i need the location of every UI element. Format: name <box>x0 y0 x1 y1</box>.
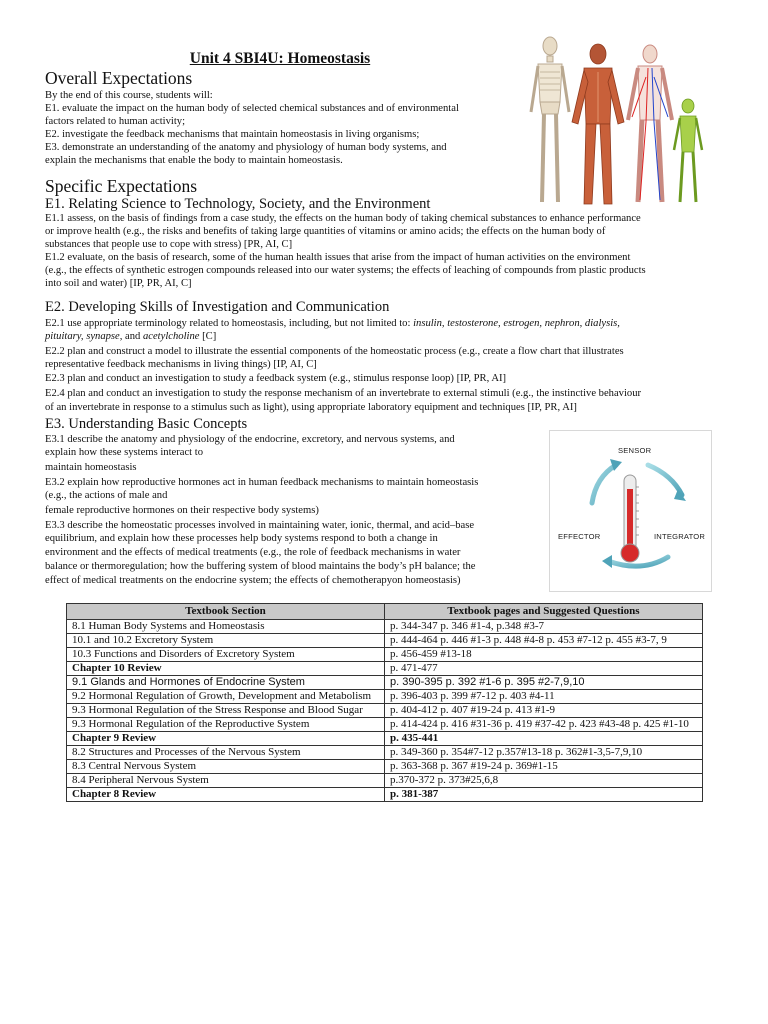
e1-1-line: substances that people use to cope with stress) [PR, AI, C] <box>45 239 293 250</box>
e3-3-line: environment and the effects of medical treatments (e.g., the role of feedback mechanisms in water <box>45 547 461 558</box>
table-row <box>67 746 703 760</box>
section-cell: Chapter 10 Review <box>67 662 385 676</box>
overall-e3-cont: explain the mechanisms that enable the body to maintain homeostasis. <box>45 155 343 166</box>
arrow-integrator-to-effector <box>608 557 668 566</box>
overall-e2: E2. investigate the feedback mechanisms that maintain homeostasis in living organisms; <box>45 129 420 140</box>
arrow-sensor-to-integrator <box>648 465 682 495</box>
page-title: Unit 4 SBI4U: Homeostasis <box>189 50 371 67</box>
e3-3-line: equilibrium, and explain how these processes help body systems respond to both a change in <box>45 533 438 544</box>
e1-2-line: E1.2 evaluate, on the basis of research, some of the human health issues that arise from the impact of human activities on the environment <box>45 252 631 263</box>
table-row <box>67 634 703 648</box>
nervous-figure <box>674 99 702 202</box>
e2-1-end: [C] <box>199 331 217 342</box>
e3-1-line: maintain homeostasis <box>45 462 137 473</box>
overall-e1: E1. evaluate the impact on the human body of selected chemical substances and of environmental <box>45 103 459 114</box>
table-row <box>67 788 703 802</box>
pages-cell: p. 435-441 <box>385 732 703 746</box>
pages-cell: p. 444-464 p. 446 #1-3 p. 448 #4-8 p. 453 #7-12 p. 455 #3-7, 9 <box>385 634 703 648</box>
e2-1-and: and <box>122 331 143 342</box>
section-cell: 9.2 Hormonal Regulation of Growth, Development and Metabolism <box>67 690 385 704</box>
section-cell: 10.1 and 10.2 Excretory System <box>67 634 385 648</box>
table-row <box>67 690 703 704</box>
arrowhead <box>602 555 612 568</box>
pages-cell: p.370-372 p. 373#25,6,8 <box>385 774 703 788</box>
e3-3-line: E3.3 describe the homeostatic processes involved in maintaining water, ionic, thermal, and acid–base <box>45 520 475 531</box>
section-cell: 9.3 Hormonal Regulation of the Reproductive System <box>67 718 385 732</box>
e2-2-line: representative feedback mechanisms in living things) [IP, AI, C] <box>45 359 317 370</box>
table-row <box>67 774 703 788</box>
pages-cell: p. 396-403 p. 399 #7-12 p. 403 #4-11 <box>385 690 703 704</box>
e1-heading: E1. Relating Science to Technology, Society, and the Environment <box>45 196 431 212</box>
skeleton-figure <box>531 37 569 202</box>
e2-1-text: E2.1 use appropriate terminology related to homeostasis, including, but not limited to: <box>45 318 414 329</box>
muscle-figure <box>572 44 624 204</box>
e3-2-line: (e.g., the actions of male and <box>45 490 168 501</box>
sensor-label: SENSOR <box>618 446 652 455</box>
pages-cell: p. 381-387 <box>385 788 703 802</box>
e3-3-line: effect of medical treatments on the endocrine system; the effects of chemotherapyon homeostasis) <box>45 575 461 586</box>
table-row <box>67 662 703 676</box>
e2-1-terms: insulin, testosterone, estrogen, nephron, dialysis, <box>413 318 620 329</box>
feedback-loop-diagram <box>549 430 712 592</box>
human-body-systems-illustration <box>528 32 733 212</box>
e2-1-line <box>45 318 620 331</box>
table-header-row <box>67 604 703 620</box>
e2-1-terms: pituitary, synapse, <box>45 331 123 342</box>
pages-cell: p. 390-395 p. 392 #1-6 p. 395 #2-7,9,10 <box>385 676 703 690</box>
e1-1-line: or improve health (e.g., the risks and benefits of taking large quantities of vitamins or amino acids; the effects on the human body of <box>45 226 606 237</box>
section-cell: 10.3 Functions and Disorders of Excretory System <box>67 648 385 662</box>
section-cell: 8.4 Peripheral Nervous System <box>67 774 385 788</box>
overall-intro: By the end of this course, students will: <box>45 90 213 101</box>
feedback-loop-graphic <box>550 431 711 591</box>
pages-cell: p. 414-424 p. 416 #31-36 p. 419 #37-42 p. 423 #43-48 p. 425 #1-10 <box>385 718 703 732</box>
e3-2-line: E3.2 explain how reproductive hormones act in human feedback mechanisms to maintain homeostasis <box>45 477 479 488</box>
arrow-effector-to-sensor <box>592 465 616 503</box>
pages-cell: p. 456-459 #13-18 <box>385 648 703 662</box>
e1-2-line: (e.g., the effects of synthetic estrogen compounds released into our water systems; the effects of leaching of compounds from plastic products <box>45 265 646 276</box>
e2-heading: E2. Developing Skills of Investigation and Communication <box>45 299 390 315</box>
table-row <box>67 620 703 634</box>
table-row <box>67 760 703 774</box>
e2-3-line: E2.3 plan and conduct an investigation to study a feedback system (e.g., stimulus response loop) [IP, PR, AI] <box>45 373 507 384</box>
overall-e3: E3. demonstrate an understanding of the anatomy and physiology of human body systems, and <box>45 142 447 153</box>
overall-e1-cont: factors related to human activity; <box>45 116 186 127</box>
specific-expectations-heading: Specific Expectations <box>45 176 198 196</box>
overall-expectations-heading: Overall Expectations <box>45 68 193 88</box>
e3-1-line: explain how these systems interact to <box>45 447 203 458</box>
section-cell: 8.3 Central Nervous System <box>67 760 385 774</box>
table-row <box>67 648 703 662</box>
e2-4-line: of an invertebrate in response to a stimulus such as light), using appropriate laboratory equipment and techniques [IP, PR, AI] <box>45 402 577 413</box>
section-cell: Chapter 9 Review <box>67 732 385 746</box>
table-row <box>67 704 703 718</box>
e3-heading: E3. Understanding Basic Concepts <box>45 416 248 432</box>
table-row <box>67 718 703 732</box>
e3-1-line: E3.1 describe the anatomy and physiology of the endocrine, excretory, and nervous systems, and <box>45 434 455 445</box>
table-row <box>67 676 703 690</box>
pages-cell: p. 344-347 p. 346 #1-4, p.348 #3-7 <box>385 620 703 634</box>
thermometer-icon <box>621 475 639 562</box>
pages-cell: p. 363-368 p. 367 #19-24 p. 369#1-15 <box>385 760 703 774</box>
pages-cell: p. 404-412 p. 407 #19-24 p. 413 #1-9 <box>385 704 703 718</box>
e1-1-line: E1.1 assess, on the basis of findings from a case study, the effects on the human body of taking chemical substances to enhance performance <box>45 213 641 224</box>
pages-cell: p. 471-477 <box>385 662 703 676</box>
e2-4-line: E2.4 plan and conduct an investigation to study the response mechanism of an invertebrate to external stimuli (e.g., the instinctive behaviour <box>45 388 642 399</box>
table-body <box>67 620 703 802</box>
column-header-pages: Textbook pages and Suggested Questions <box>385 604 703 620</box>
column-header-section: Textbook Section <box>67 604 385 620</box>
section-cell: 8.2 Structures and Processes of the Nervous System <box>67 746 385 760</box>
section-cell: Chapter 8 Review <box>67 788 385 802</box>
textbook-table <box>66 603 703 802</box>
section-cell: 8.1 Human Body Systems and Homeostasis <box>67 620 385 634</box>
effector-label: EFFECTOR <box>558 532 601 541</box>
section-cell: 9.3 Hormonal Regulation of the Stress Response and Blood Sugar <box>67 704 385 718</box>
e1-2-line: into soil and water) [IP, PR, AI, C] <box>45 278 192 289</box>
e3-3-line: balance or thermoregulation; how the buffering system of blood maintains the body’s pH balance; the <box>45 561 476 572</box>
e3-2-line: female reproductive hormones on their respective body systems) <box>45 505 319 516</box>
e2-1-line <box>45 331 216 344</box>
circulatory-figure <box>628 45 672 202</box>
e2-1-term: acetylcholine <box>142 331 200 342</box>
integrator-label: INTEGRATOR <box>654 532 706 541</box>
table-row <box>67 732 703 746</box>
e2-2-line: E2.2 plan and construct a model to illustrate the essential components of the homeostatic process (e.g., create a flow chart that illustrates <box>45 346 624 357</box>
section-cell: 9.1 Glands and Hormones of Endocrine System <box>67 676 385 690</box>
pages-cell: p. 349-360 p. 354#7-12 p.357#13-18 p. 362#1-3,5-7,9,10 <box>385 746 703 760</box>
